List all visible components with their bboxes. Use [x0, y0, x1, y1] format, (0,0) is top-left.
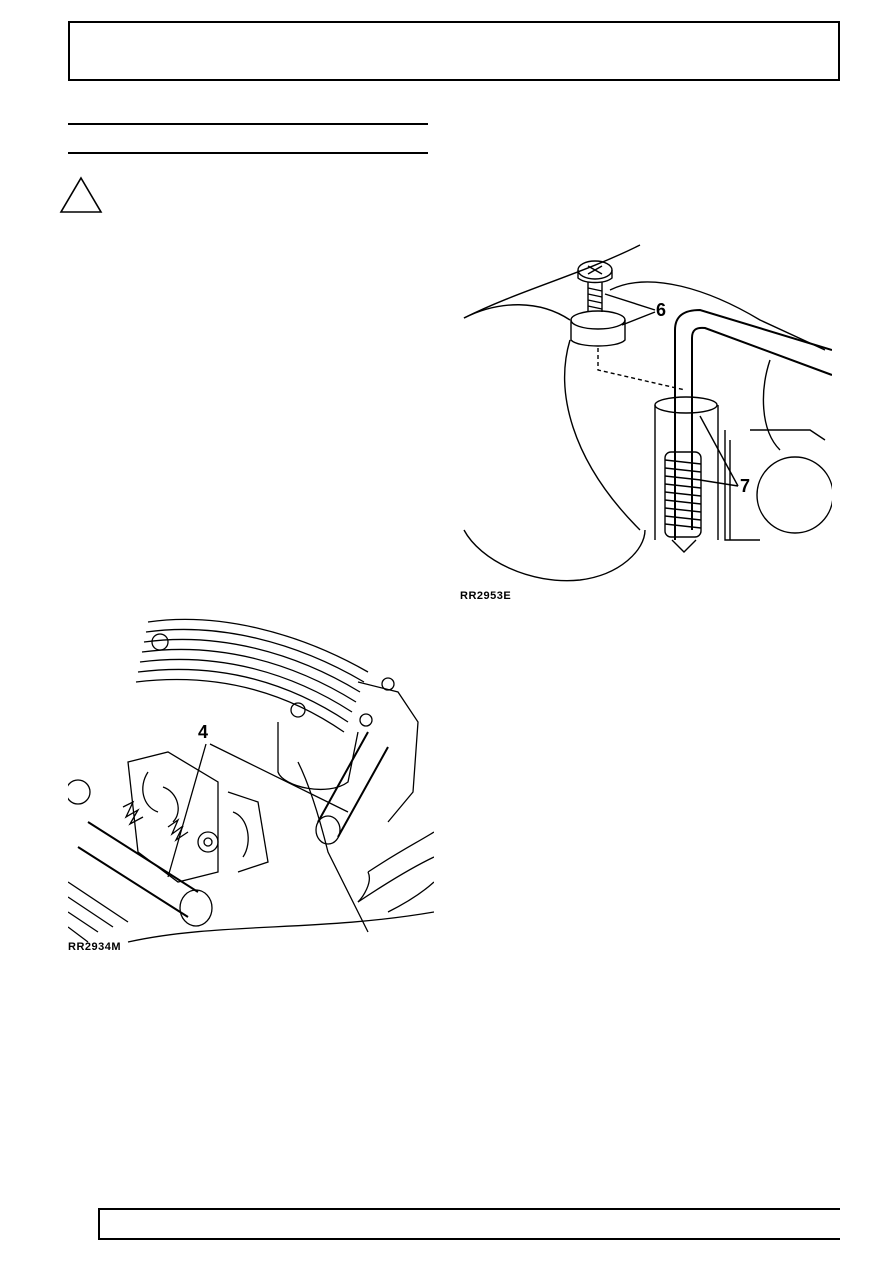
caution-triangle-icon [58, 175, 104, 215]
page-footer-box [98, 1208, 840, 1240]
figure-label-rr2953e: RR2953E [460, 590, 512, 602]
callout-6: 6 [656, 300, 667, 320]
callout-7: 7 [740, 476, 751, 496]
page-header-box [68, 21, 840, 81]
callout-4: 4 [198, 722, 209, 742]
section-rule-top [68, 123, 428, 125]
figure-screw-spacer-pipe [460, 230, 832, 606]
figure-label-rr2934m: RR2934M [68, 941, 122, 953]
section-rule-bottom [68, 152, 428, 154]
figure-engine-linkage [68, 612, 434, 957]
